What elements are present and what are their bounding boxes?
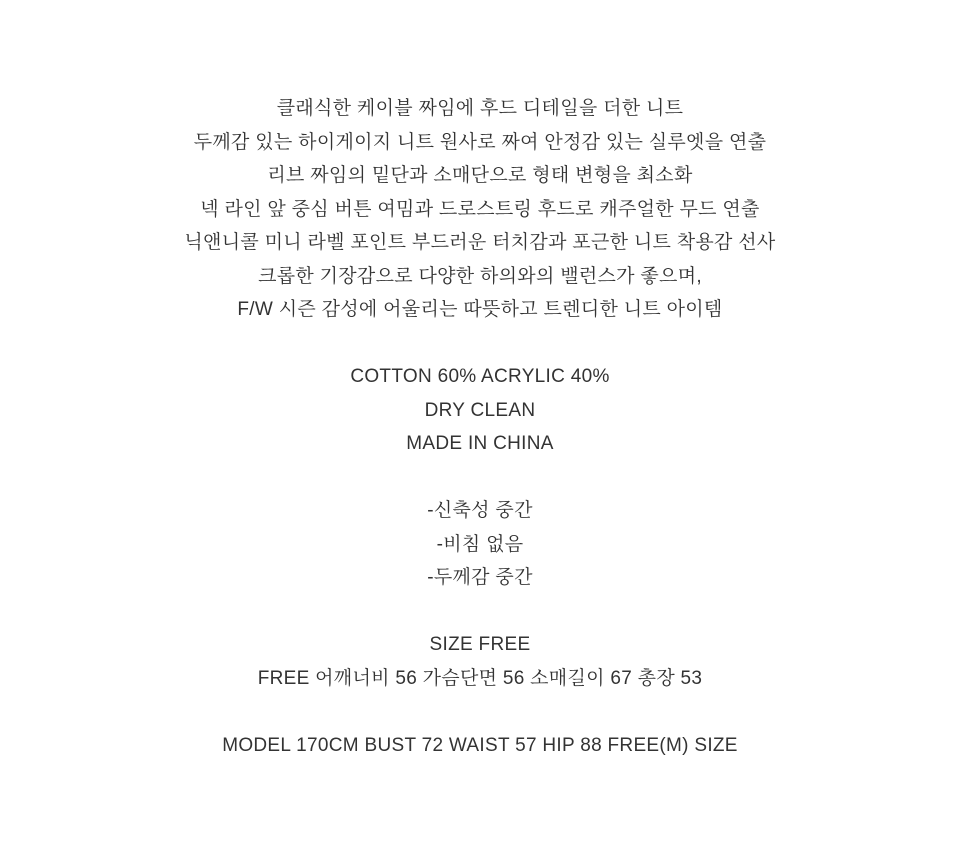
- description-line: 크롭한 기장감으로 다양한 하의와의 밸런스가 좋으며,: [258, 265, 702, 287]
- size-info-section: [0, 628, 960, 695]
- sheerness-info: -비침 없음: [436, 533, 524, 555]
- description-line: 두께감 있는 하이게이지 니트 원사로 짜여 안정감 있는 실루엣을 연출: [193, 131, 767, 153]
- care-instruction: DRY CLEAN: [424, 399, 536, 421]
- stretch-info: -신축성 중간: [427, 500, 533, 521]
- description-line: 리브 짜임의 밑단과 소매단으로 형태 변형을 최소화: [267, 165, 693, 186]
- description-line: F/W 시즌 감성에 어울리는 따뜻하고 트렌디한 니트 아이템: [237, 299, 723, 320]
- fabric-info-section: [0, 360, 960, 461]
- description-line: 닉앤니콜 미니 라벨 포인트 부드러운 터치감과 포근한 니트 착용감 선사: [184, 232, 776, 253]
- country-of-origin: MADE IN CHINA: [406, 433, 554, 454]
- description-line: 넥 라인 앞 중심 버튼 여밈과 드로스트링 후드로 캐주얼한 무드 연출: [200, 198, 760, 220]
- model-info-section: [0, 729, 960, 763]
- size-measurements: FREE 어깨너비 56 가슴단면 56 소매길이 67 총장 53: [257, 667, 703, 689]
- description-line: 클래식한 케이블 짜임에 후드 디테일을 더한 니트: [276, 98, 684, 119]
- description-section: [0, 92, 960, 327]
- thickness-info: -두께감 중간: [427, 567, 533, 588]
- size-label: SIZE FREE: [429, 634, 531, 655]
- texture-info-section: [0, 494, 960, 595]
- fabric-composition: COTTON 60% ACRYLIC 40%: [350, 366, 610, 387]
- model-measurements: MODEL 170CM BUST 72 WAIST 57 HIP 88 FREE(M) SIZE: [222, 734, 738, 756]
